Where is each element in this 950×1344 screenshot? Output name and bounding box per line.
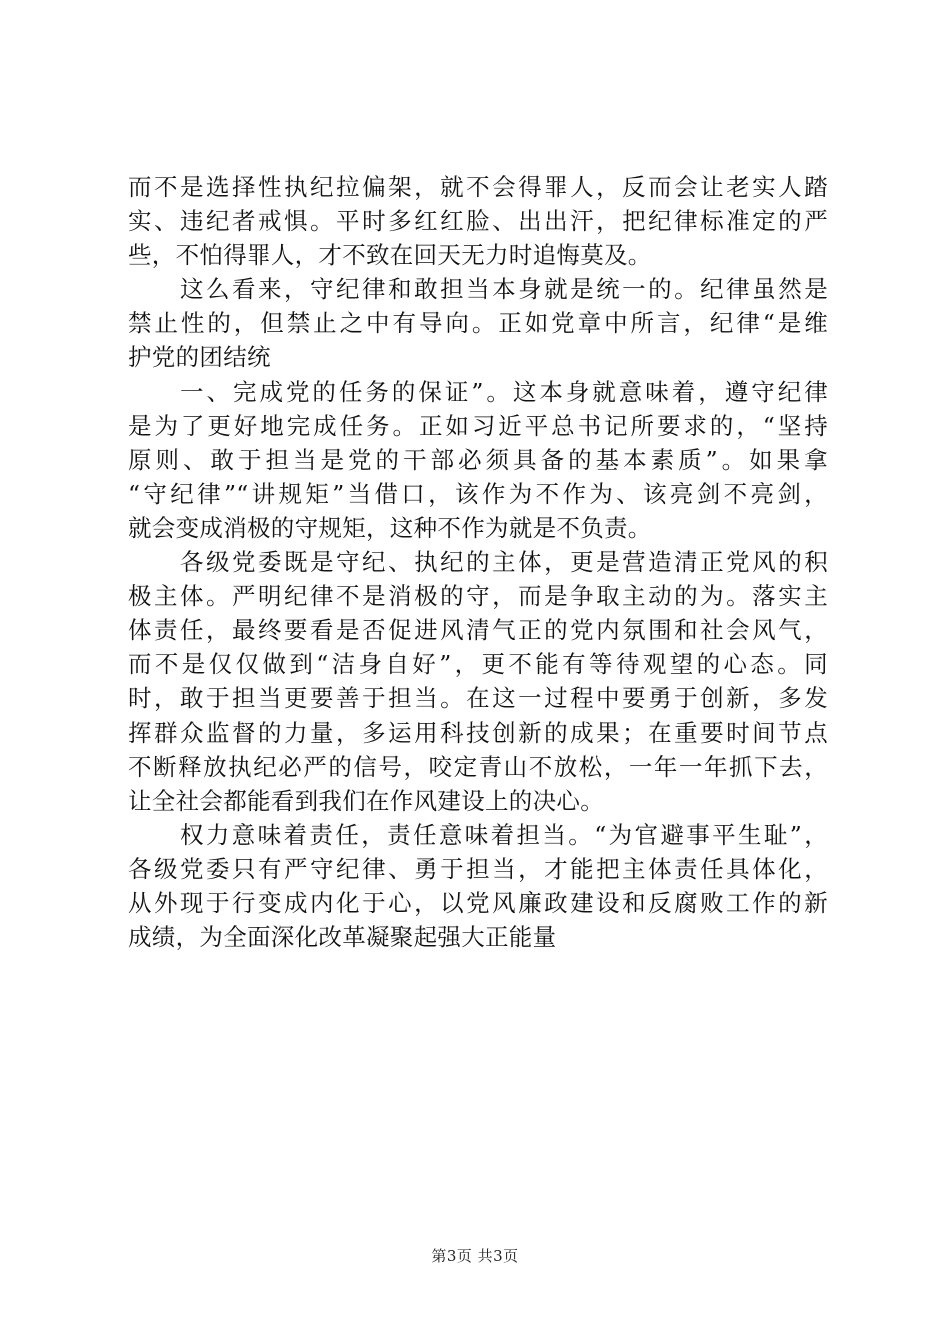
text-line: 体责任，最终要看是否促进风清气正的党内氛围和社会风气， <box>128 616 828 645</box>
body-text <box>128 170 828 954</box>
paragraph-first-line: 这么看来，守纪律和敢担当本身就是统一的。纪律虽然是 <box>180 275 828 304</box>
text-line: 时，敢于担当更要善于担当。在这一过程中要勇于创新，多发 <box>128 684 828 713</box>
text-line: 些，不怕得罪人，才不致在回天无力时追悔莫及。 <box>128 241 652 270</box>
text-line: 极主体。严明纪律不是消极的守，而是争取主动的为。落实主 <box>128 582 828 611</box>
text-line: 禁止性的，但禁止之中有导向。正如党章中所言，纪律“是维 <box>128 309 828 338</box>
text-line: 从外现于行变成内化于心，以党风廉政建设和反腐败工作的新 <box>128 888 828 917</box>
text-line: 让全社会都能看到我们在作风建设上的决心。 <box>128 786 604 815</box>
text-line: 护党的团结统 <box>128 343 271 372</box>
text-line: 原则、敢于担当是党的干部必须具备的基本素质”。如果拿 <box>128 445 828 474</box>
text-line: 而不是仅仅做到“洁身自好”，更不能有等待观望的心态。同 <box>128 650 828 679</box>
paragraph-first-line: 权力意味着责任，责任意味着担当。“为官避事平生耻”， <box>180 820 828 849</box>
page-number-footer: 第3页 共3页 <box>431 1247 519 1265</box>
text-line: 成绩，为全面深化改革凝聚起强大正能量 <box>128 923 557 952</box>
paragraph-first-line: 各级党委既是守纪、执纪的主体，更是营造清正党风的积 <box>180 548 828 577</box>
text-line: 是为了更好地完成任务。正如习近平总书记所要求的，“坚持 <box>128 411 828 440</box>
text-line: 就会变成消极的守规矩，这种不作为就是不负责。 <box>128 513 652 542</box>
text-line: “守纪律”“讲规矩”当借口，该作为不作为、该亮剑不亮剑， <box>128 479 828 508</box>
text-line: 挥群众监督的力量，多运用科技创新的成果；在重要时间节点 <box>128 718 828 747</box>
text-line: 而不是选择性执纪拉偏架，就不会得罪人，反而会让老实人踏 <box>128 173 828 201</box>
text-line: 各级党委只有严守纪律、勇于担当，才能把主体责任具体化， <box>128 854 828 883</box>
paragraph-first-line: 一、完成党的任务的保证”。这本身就意味着，遵守纪律 <box>180 377 828 406</box>
text-line: 不断释放执纪必严的信号，咬定青山不放松，一年一年抓下去， <box>128 752 828 781</box>
text-line: 实、违纪者戒惧。平时多红红脸、出出汗，把纪律标准定的严 <box>128 207 828 236</box>
